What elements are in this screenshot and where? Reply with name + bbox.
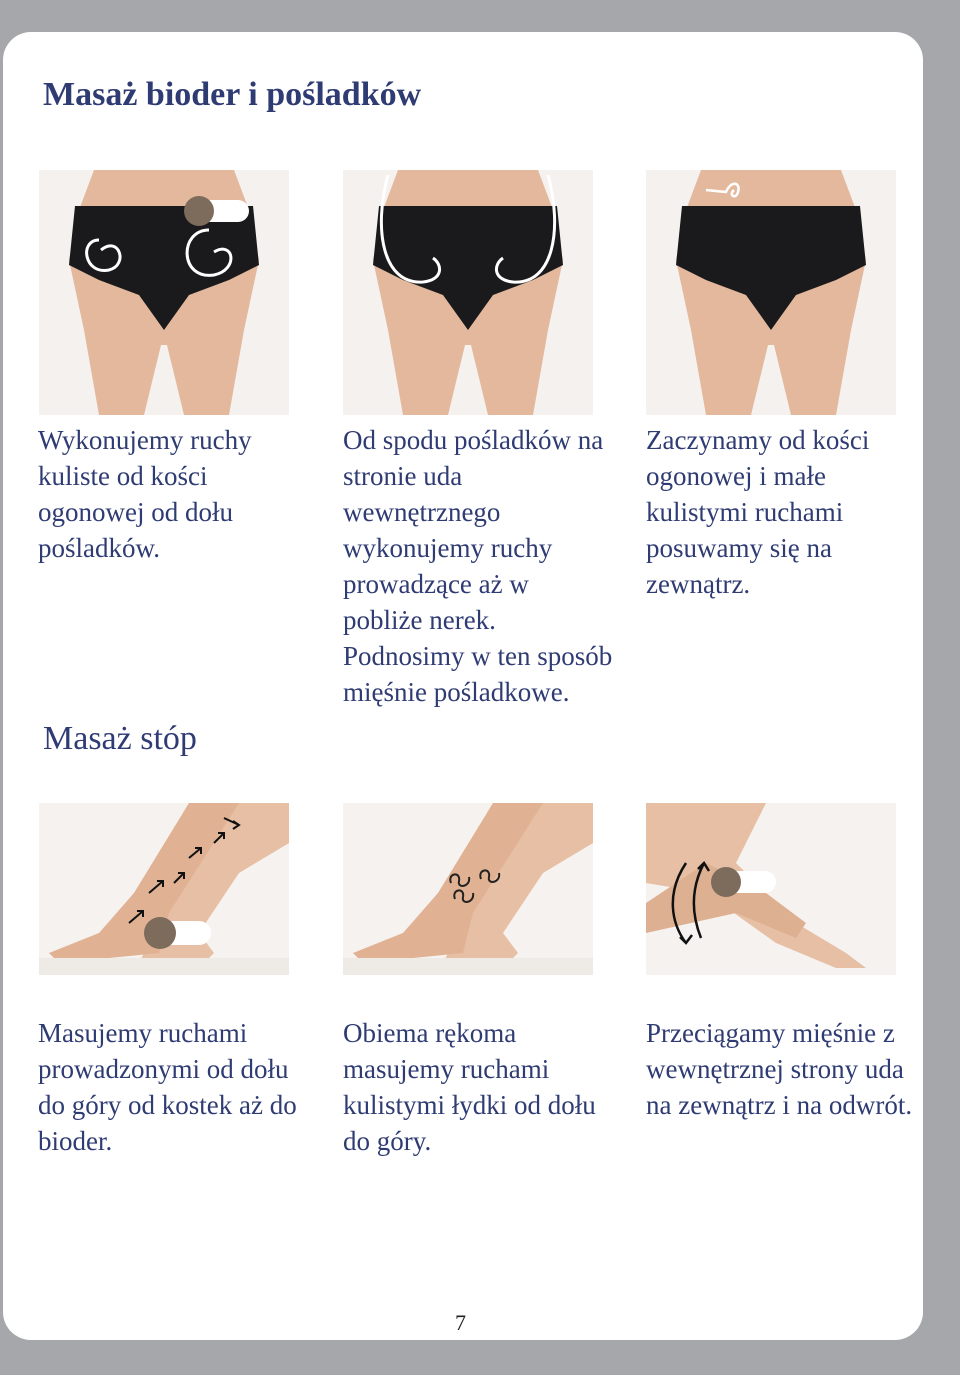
massage-roller-icon bbox=[144, 917, 211, 949]
photo-hips-1 bbox=[39, 170, 289, 415]
manual-page bbox=[3, 32, 923, 1340]
caption-legs-3: Przeciągamy mięśnie z wewnętrznej strony uda na zewnątrz i na odwrót. bbox=[646, 1018, 913, 1120]
caption-legs-2: Obiema rękoma masujemy ruchami kulistymi łydki od dołu do góry. bbox=[343, 1018, 596, 1156]
caption-hips-1: Wykonujemy ruchy kuliste od kości ogonowej od dołu pośladków. bbox=[38, 425, 252, 563]
page-number: 7 bbox=[455, 1310, 466, 1335]
photo-legs-2 bbox=[343, 803, 593, 975]
photo-legs-1 bbox=[39, 803, 289, 975]
caption-hips-2: Od spodu pośladków na stronie uda wewnętrznego wykonujemy ruchy prowadzące aż w pobliże nerek. Podnosimy w ten sposób mięśnie pośladkowe. bbox=[343, 425, 613, 707]
massage-roller-icon bbox=[184, 196, 249, 226]
caption-hips-3: Zaczynamy od kości ogonowej i małe kulistymi ruchami posuwamy się na zewnątrz. bbox=[646, 425, 870, 599]
photo-hips-2 bbox=[343, 170, 593, 415]
photo-hips-3 bbox=[646, 170, 896, 415]
massage-roller-icon bbox=[711, 867, 776, 897]
section-title-feet: Masaż stóp bbox=[43, 720, 197, 757]
caption-legs-1: Masujemy ruchami prowadzonymi od dołu do góry od kostek aż do bioder. bbox=[38, 1018, 297, 1156]
section-title-hips: Masaż bioder i pośladków bbox=[43, 76, 422, 113]
photo-legs-3 bbox=[646, 803, 896, 975]
